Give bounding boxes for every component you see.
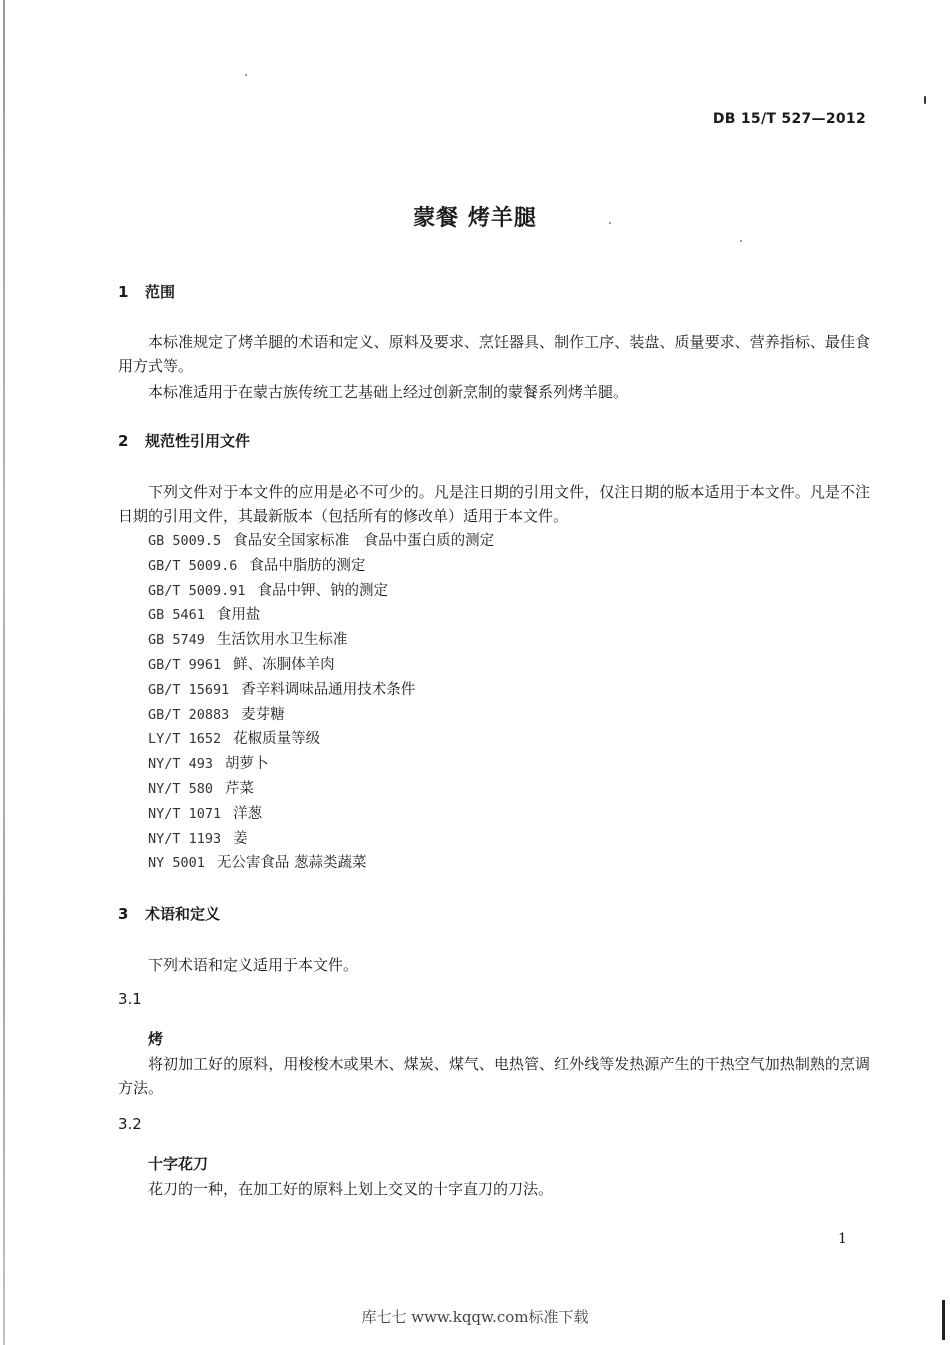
references-intro: 下列文件对于本文件的应用是必不可少的。凡是注日期的引用文件，仅注日期的版本适用于本文件。凡是不注日期的引用文件，其最新版本（包括所有的修改单）适用于本文件。 <box>118 483 870 525</box>
reference-title: 生活饮用水卫生标准 <box>216 632 348 649</box>
term-name: 烤 <box>148 1030 164 1048</box>
scope-paragraph-1: 本标准规定了烤羊腿的术语和定义、原料及要求、烹饪器具、制作工序、装盘、质量要求、营养指标、最佳食用方式等。 <box>118 333 870 375</box>
reference-code: GB/T 20883 <box>148 706 230 723</box>
section-title: 规范性引用文件 <box>145 432 251 450</box>
reference-item <box>148 628 494 653</box>
reference-code: GB/T 9961 <box>148 656 222 673</box>
section-heading-references <box>118 430 250 451</box>
term-number: 3.2 <box>118 1115 142 1133</box>
reference-title: 食品中钾、钠的测定 <box>257 582 389 599</box>
reference-title: 姜 <box>233 830 248 847</box>
reference-item <box>148 554 494 579</box>
reference-item <box>148 529 494 554</box>
reference-title: 芹菜 <box>225 780 255 797</box>
reference-title: 食品安全国家标准 食品中蛋白质的测定 <box>233 533 495 549</box>
reference-item <box>148 703 494 728</box>
reference-code: GB 5009.5 <box>148 533 222 549</box>
section-heading-scope <box>118 281 175 302</box>
reference-item <box>148 777 494 802</box>
reference-item <box>148 603 494 628</box>
section-title: 术语和定义 <box>145 905 221 923</box>
reference-item <box>148 802 494 827</box>
reference-item <box>148 653 494 678</box>
reference-code: NY/T 1071 <box>148 805 222 822</box>
term-definition: 将初加工好的原料，用梭梭木或果木、煤炭、煤气、电热管、红外线等发热源产生的干热空气加热制熟的烹调方法。 <box>118 1055 870 1097</box>
scan-speck <box>924 96 926 104</box>
footer-watermark: 库七七 www.kqqw.com标准下载 <box>361 1308 589 1326</box>
reference-title: 食用盐 <box>216 607 261 624</box>
reference-title: 香辛料调味品通用技术条件 <box>241 681 416 698</box>
section-number: 1 <box>118 283 129 301</box>
reference-title: 花椒质量等级 <box>233 731 321 748</box>
reference-item <box>148 727 494 752</box>
scan-speck <box>740 240 742 242</box>
reference-code: NY 5001 <box>148 855 205 872</box>
document-title: 蒙餐 烤羊腿 <box>413 206 537 231</box>
reference-title: 胡萝卜 <box>225 756 269 773</box>
reference-title: 麦芽糖 <box>241 706 285 723</box>
scope-paragraph-2: 本标准适用于在蒙古族传统工艺基础上经过创新烹制的蒙餐系列烤羊腿。 <box>148 383 629 401</box>
reference-list <box>148 529 494 876</box>
reference-code: NY/T 1193 <box>148 830 222 847</box>
terms-intro: 下列术语和定义适用于本文件。 <box>148 956 359 974</box>
reference-code: GB/T 5009.91 <box>148 582 246 599</box>
page-number: 1 <box>838 1231 847 1247</box>
reference-item <box>148 579 494 604</box>
term-definition: 花刀的一种，在加工好的原料上划上交叉的十字直刀的刀法。 <box>148 1180 554 1198</box>
reference-code: GB/T 5009.6 <box>148 557 238 574</box>
reference-title: 食品中脂肪的测定 <box>249 557 366 574</box>
section-number: 3 <box>118 905 129 923</box>
reference-title: 洋葱 <box>233 805 263 822</box>
reference-code: NY/T 493 <box>148 756 214 773</box>
reference-code: GB 5749 <box>148 632 205 649</box>
document-number: DB 15/T 527—2012 <box>712 111 866 127</box>
section-heading-terms <box>118 903 220 924</box>
reference-item <box>148 752 494 777</box>
section-title: 范围 <box>145 283 176 301</box>
term-number: 3.1 <box>118 990 142 1008</box>
reference-code: NY/T 580 <box>148 780 214 797</box>
reference-title: 鲜、冻胴体羊肉 <box>233 656 335 673</box>
reference-item <box>148 827 494 852</box>
reference-code: GB/T 15691 <box>148 681 230 698</box>
term-name: 十字花刀 <box>148 1155 209 1173</box>
reference-code: GB 5461 <box>148 607 205 624</box>
reference-item <box>148 851 494 876</box>
scan-speck <box>245 74 247 76</box>
reference-item <box>148 678 494 703</box>
reference-title: 无公害食品 葱蒜类蔬菜 <box>216 855 367 872</box>
reference-code: LY/T 1652 <box>148 731 222 748</box>
section-number: 2 <box>118 432 129 450</box>
